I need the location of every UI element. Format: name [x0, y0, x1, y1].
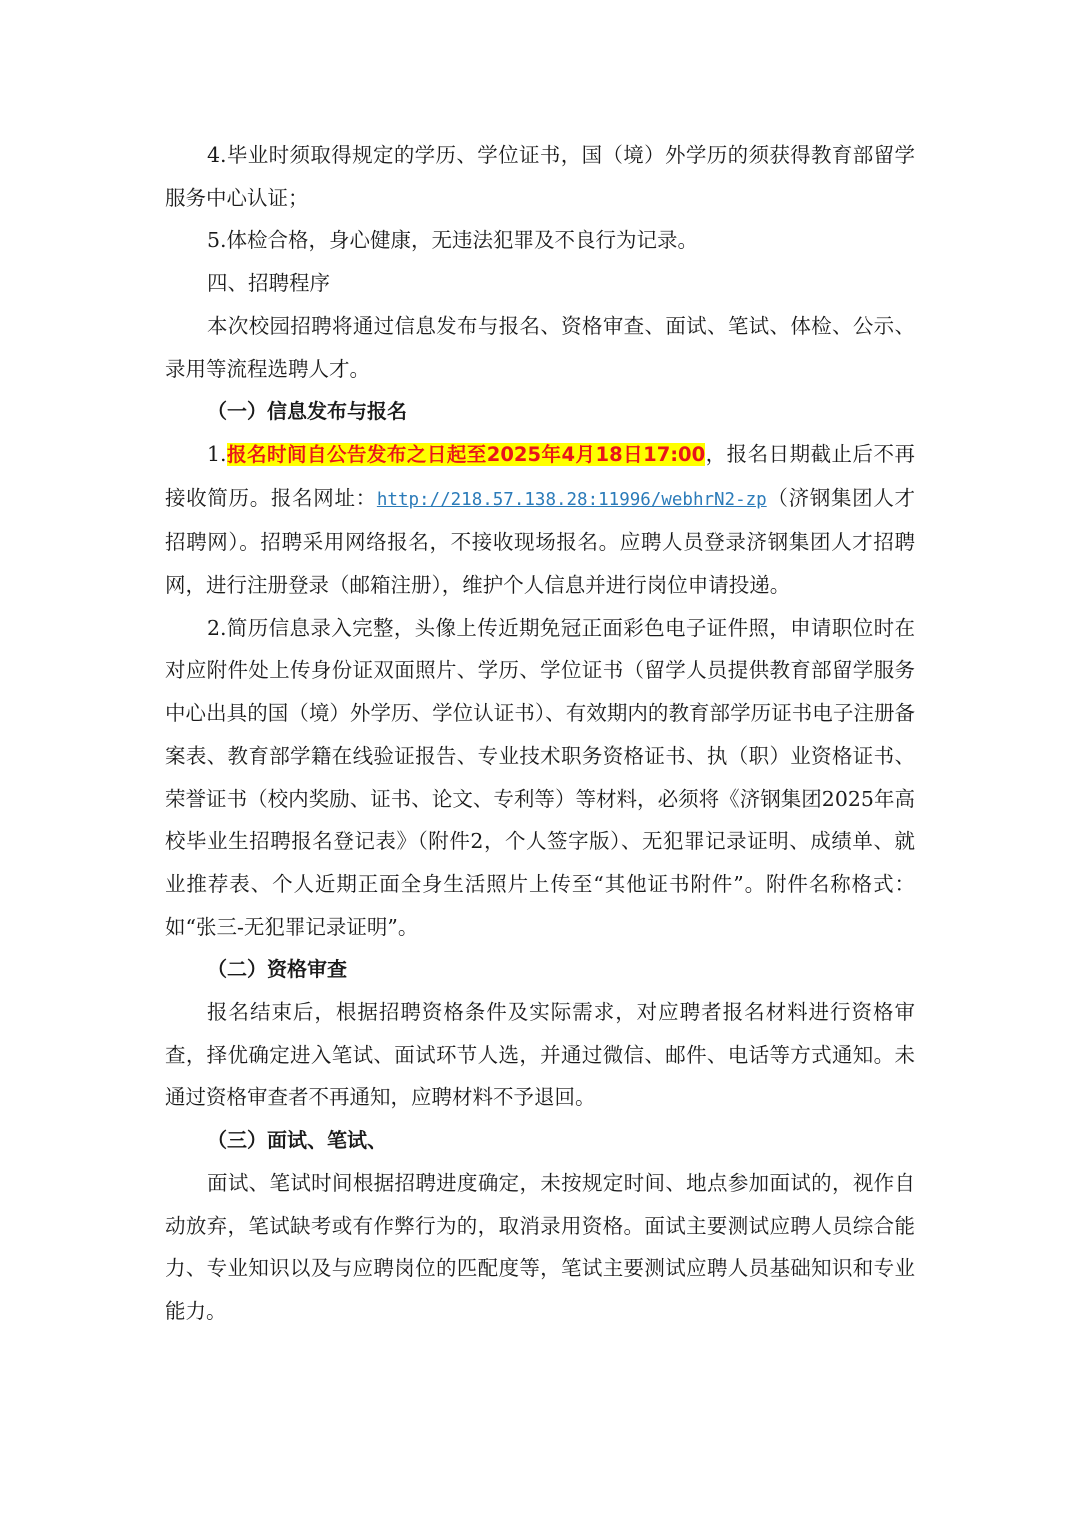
paragraph-requirement-5: 5.体检合格，身心健康，无违法犯罪及不良行为记录。: [207, 228, 699, 253]
registration-text: ，报名日期截止后不再接收简历。报名网址：: [165, 441, 915, 510]
paragraph-interview-exam: 面试、笔试时间根据招聘进度确定，未按规定时间、地点参加面试的，视作自动放弃，笔试缺考或有作弊行为的，取消录用资格。面试主要测试应聘人员综合能力、专业知识以及与应聘岗位的匹配度等，笔试主要测试应聘人员基础知识和专业能力。: [165, 1170, 915, 1323]
paragraph-resume-requirements: 2.简历信息录入完整，头像上传近期免冠正面彩色电子证件照，申请职位时在对应附件处上传身份证双面照片、学历、学位证书（留学人员提供教育部留学服务中心出具的国（境）外学历、学位认证书）、有效期内的教育部学历证书电子注册备案表、教育部学籍在线验证报告、专业技术职务资格证书、执（职）业资格证书、荣誉证书（校内奖励、证书、论文、专利等）等材料，必须将《济钢集团2025年高校毕业生招聘报名登记表》（附件2，个人签字版）、无犯罪记录证明、成绩单、就业推荐表、个人近期正面全身生活照片上传至“其他证书附件”。附件名称格式：如“张三-无犯罪记录证明”。: [165, 615, 915, 939]
paragraph-registration-time: [165, 433, 915, 607]
registration-deadline-highlight: 报名时间自公告发布之日起至2025年4月18日17:00: [226, 442, 706, 466]
paragraph-qualification-review: 报名结束后，根据招聘资格条件及实际需求，对应聘者报名材料进行资格审查，择优确定进入笔试、面试环节人选，并通过微信、邮件、电话等方式通知。未通过资格审查者不再通知，应聘材料不予退回。: [165, 1000, 915, 1110]
subheading-interview-exam: （三）面试、笔试、: [207, 1128, 387, 1153]
paragraph-procedure-overview: 本次校园招聘将通过信息发布与报名、资格审查、面试、笔试、体检、公示、录用等流程选聘人才。: [165, 313, 915, 381]
document-body: [165, 134, 915, 1333]
subheading-info-release-registration: （一）信息发布与报名: [207, 399, 407, 424]
section-heading-recruitment-procedure: 四、招聘程序: [207, 271, 330, 296]
item-number: 1.: [207, 441, 227, 466]
registration-url-link[interactable]: http://218.57.138.28:11996/webhrN2-zp: [376, 489, 767, 510]
registration-text-continued: （济钢集团人才招聘网）。招聘采用网络报名，不接收现场报名。应聘人员登录济钢集团人才招聘网，进行注册登录（邮箱注册），维护个人信息并进行岗位申请投递。: [165, 485, 916, 598]
paragraph-requirement-4: 4.毕业时须取得规定的学历、学位证书，国（境）外学历的须获得教育部留学服务中心认证；: [165, 143, 915, 210]
subheading-qualification-review: （二）资格审查: [207, 957, 347, 982]
